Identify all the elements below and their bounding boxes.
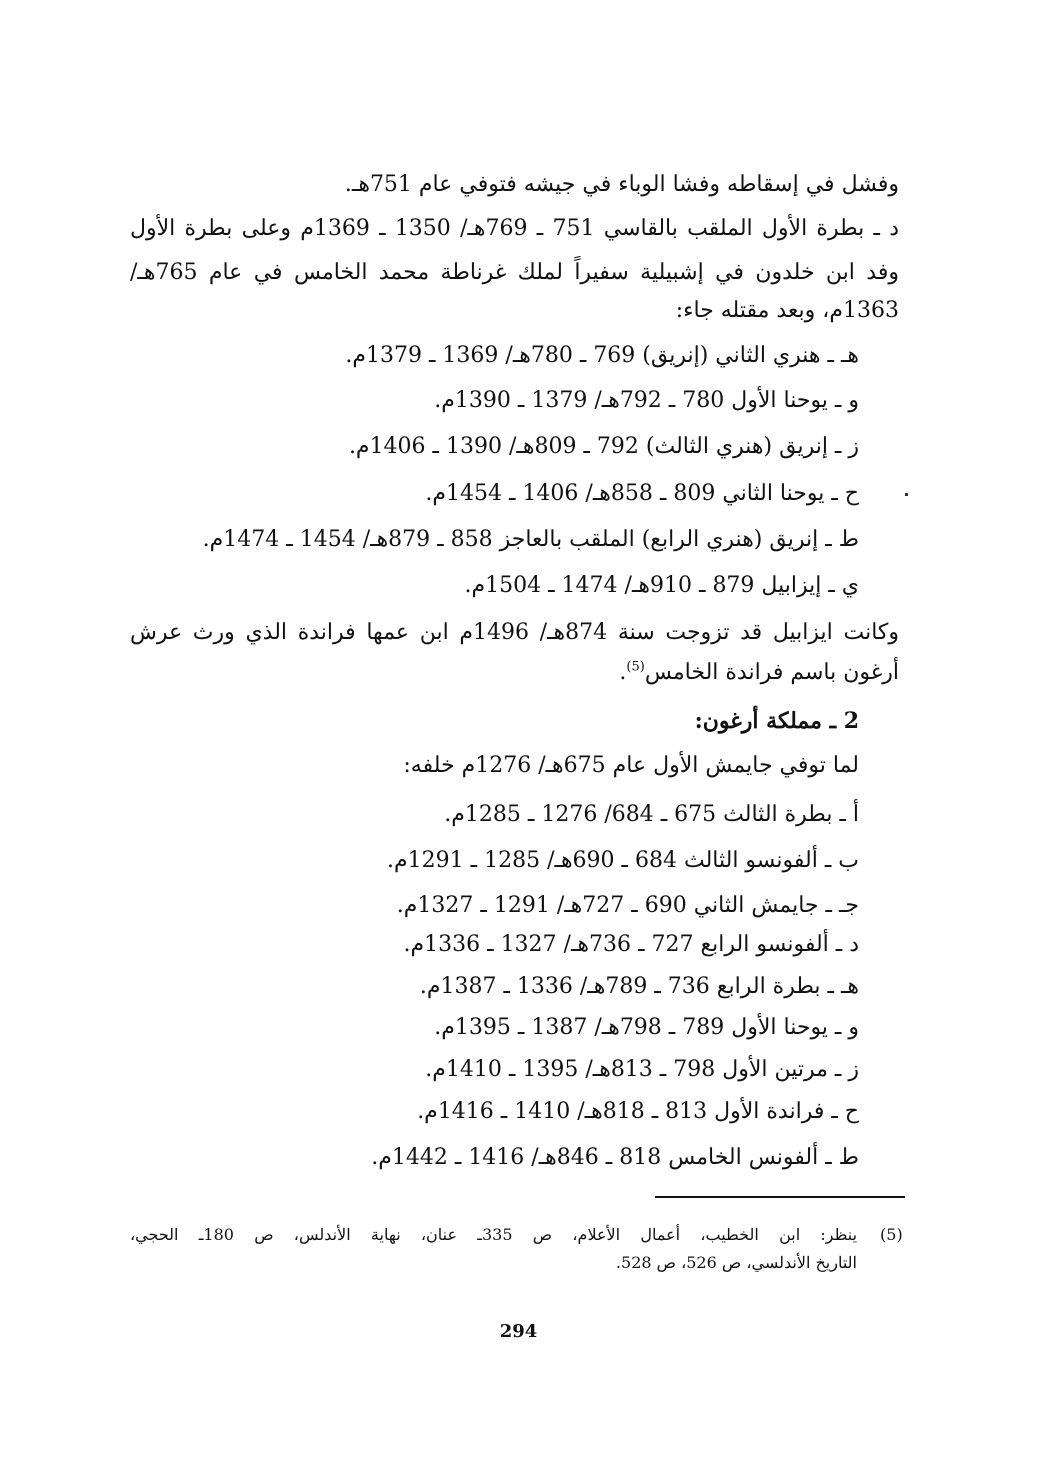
paragraph-end: . [619, 660, 627, 685]
list-item: ح ـ فراندة الأول 813 ـ 818هـ/ 1410 ـ 1416م. [417, 1099, 859, 1124]
list-item: ح ـ يوحنا الثاني 809 ـ 858هـ/ 1406 ـ 1454م. [425, 481, 859, 506]
section-heading: 2 ـ مملكة أرغون: [694, 708, 859, 734]
list-item: ز ـ إنريق (هنري الثالث) 792 ـ 809هـ/ 1390 ـ 1406م. [348, 434, 859, 459]
paragraph-line: د ـ بطرة الأول الملقب بالقاسي 751 ـ 769هـ/ 1350 ـ 1369م وعلى بطرة الأول [130, 216, 900, 241]
paragraph-text: أرغون باسم فراندة الخامس [644, 660, 899, 685]
paragraph-line: وكانت ايزابيل قد تزوجت سنة 874هـ/ 1496م ابن عمها فراندة الذي ورث عرش [130, 620, 899, 645]
list-item: ز ـ مرتين الأول 798 ـ 813هـ/ 1395 ـ 1410م. [425, 1057, 859, 1082]
list-item: د ـ ألفونسو الرابع 727 ـ 736هـ/ 1327 ـ 1336م. [403, 932, 859, 957]
paragraph-line [619, 658, 899, 688]
list-item: أ ـ بطرة الثالث 675 ـ 684/ 1276 ـ 1285م. [444, 802, 859, 827]
footnote-text: التاريخ الأندلسي، ص 526، ص 528. [615, 1253, 857, 1272]
list-item: ب ـ ألفونسو الثالث 684 ـ 690هـ/ 1285 ـ 1291م. [387, 848, 859, 873]
footnote-text: ينظر: ابن الخطيب، أعمال الأعلام، ص 335ـ عنان، نهاية الأندلس، ص 180ـ الحجي، [130, 1225, 858, 1244]
list-item: هـ ـ هنري الثاني (إنريق) 769 ـ 780هـ/ 1369 ـ 1379م. [345, 343, 859, 368]
footnote-number: (5) [880, 1225, 903, 1244]
paragraph-line: لما توفي جايمش الأول عام 675هـ/ 1276م خلفه: [403, 753, 859, 778]
list-item: هـ ـ بطرة الرابع 736 ـ 789هـ/ 1336 ـ 1387م. [419, 974, 859, 999]
paragraph-line: وفد ابن خلدون في إشبيلية سفيراً لملك غرناطة محمد الخامس في عام 765هـ/ [130, 260, 899, 285]
page-number: 294 [499, 1321, 538, 1342]
footnote-divider [655, 1196, 905, 1198]
stray-mark [905, 493, 908, 496]
list-item: و ـ يوحنا الأول 780 ـ 792هـ/ 1379 ـ 1390م. [434, 388, 859, 413]
list-item: جـ ـ جايمش الثاني 690 ـ 727هـ/ 1291 ـ 1327م. [396, 893, 859, 918]
list-item: ط ـ ألفونس الخامس 818 ـ 846هـ/ 1416 ـ 1442م. [371, 1145, 859, 1170]
list-item: و ـ يوحنا الأول 789 ـ 798هـ/ 1387 ـ 1395م. [434, 1015, 859, 1040]
list-item: ط ـ إنريق (هنري الرابع) الملقب بالعاجز 858 ـ 879هـ/ 1454 ـ 1474م. [202, 527, 859, 552]
paragraph-line: وفشل في إسقاطه وفشا الوباء في جيشه فتوفي عام 751هـ. [344, 172, 899, 197]
list-item: ي ـ إيزابيل 879 ـ 910هـ/ 1474 ـ 1504م. [464, 573, 859, 598]
footnote-reference[interactable]: (5) [626, 659, 645, 675]
paragraph-line: 1363م، وبعد مقتله جاء: [675, 298, 899, 323]
